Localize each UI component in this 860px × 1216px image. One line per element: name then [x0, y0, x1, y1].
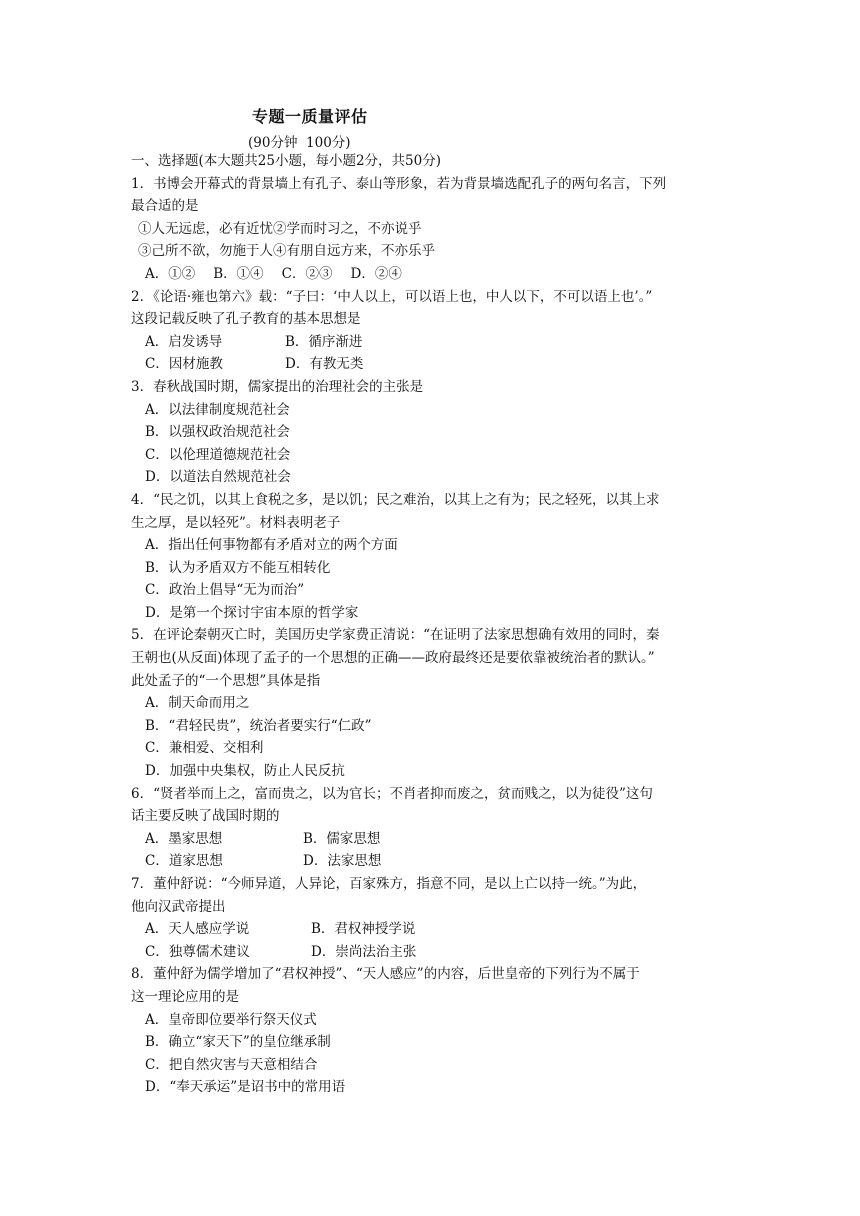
question-stem: 3．春秋战国时期，儒家提出的治理社会的主张是	[131, 378, 424, 395]
option-row	[131, 353, 741, 376]
question-7	[131, 873, 741, 963]
question-stem: 最合适的是	[131, 198, 199, 215]
option-d: D．以道法自然规范社会	[145, 469, 291, 486]
question-stem: 5．在评论秦朝灭亡时，美国历史学家费正清说：“在证明了法家思想确有效用的同时，秦	[131, 627, 660, 644]
question-stem: 7．董仲舒说：“今师异道，人异论，百家殊方，指意不同，是以上亡以持一统。”为此，	[131, 876, 647, 892]
option-b: B．认为矛盾双方不能互相转化	[145, 559, 331, 576]
option-row	[131, 941, 741, 964]
question-6	[131, 783, 741, 873]
question-stem: 4．“民之饥，以其上食税之多，是以饥；民之难治，以其上之有为；民之轻死，以其上求	[131, 491, 660, 508]
option-b: B．以强权政治规范社会	[145, 424, 290, 441]
option-a: A．指出任何事物都有矛盾对立的两个方面	[145, 537, 398, 554]
question-stem: 6．“贤者举而上之，富而贵之，以为官长；不肖者抑而废之，贫而贱之，以为徒役”这句	[131, 785, 653, 802]
page-subtitle: (90分钟 100分)	[248, 135, 351, 151]
option-b: B．确立“家天下”的皇位继承制	[145, 1034, 331, 1051]
option-b: B．循序渐进	[285, 333, 363, 350]
option-d: D．有教无类	[285, 356, 364, 373]
option-b: B．①④	[213, 265, 264, 282]
question-stem: 这段记载反映了孔子教育的基本思想是	[131, 311, 361, 328]
statement-line: ①人无远虑，必有近忧②学而时习之，不亦说乎	[138, 220, 422, 237]
exam-content	[131, 150, 741, 1099]
option-b: B．“君轻民贵”，统治者要实行“仁政”	[145, 717, 372, 734]
statement-line: ③己所不欲，勿施于人④有朋自远方来，不亦乐乎	[138, 243, 435, 260]
option-a: A．天人感应学说	[145, 921, 250, 938]
question-stem: 生之厚，是以轻死”。材料表明老子	[131, 514, 341, 531]
question-stem: 2．《论语·雍也第六》载：“子曰：‘中人以上，可以语上也，中人以下，不可以语上也’。”	[131, 288, 653, 305]
option-c: C．把自然灾害与天意相结合	[145, 1056, 318, 1073]
question-1	[131, 173, 741, 286]
question-stem: 话主要反映了战国时期的	[131, 808, 280, 825]
option-b: B．君权神授学说	[311, 921, 416, 938]
option-d: D．“奉天承运”是诏书中的常用语	[145, 1079, 346, 1096]
option-c: C．道家思想	[145, 853, 223, 870]
question-stem: 他向汉武帝提出	[131, 898, 226, 915]
question-stem: 王朝也(从反面)体现了孟子的一个思想的正确——政府最终还是要依靠被统治者的默认。”	[131, 650, 655, 667]
option-a: A．皇帝即位要举行祭天仪式	[145, 1011, 317, 1028]
option-c: C．兼相爱、交相利	[145, 740, 264, 757]
option-c: C．独尊儒术建议	[145, 943, 250, 960]
question-stem: 这一理论应用的是	[131, 988, 239, 1005]
option-d: D．②④	[350, 265, 402, 282]
option-row	[131, 850, 741, 873]
option-row	[131, 918, 741, 941]
page-title: 专题一质量评估	[252, 107, 368, 126]
option-c: C．政治上倡导“无为而治”	[145, 582, 305, 599]
option-a: A．①②	[145, 265, 196, 282]
question-8	[131, 963, 741, 1099]
question-4	[131, 489, 741, 625]
option-d: D．崇尚法治主张	[311, 943, 417, 960]
option-c: C．因材施教	[145, 356, 223, 373]
option-d: D．法家思想	[303, 853, 382, 870]
option-a: A．以法律制度规范社会	[145, 401, 290, 418]
option-a: A．墨家思想	[145, 830, 223, 847]
option-c: C．以伦理道德规范社会	[145, 446, 291, 463]
option-d: D．是第一个探讨宇宙本原的哲学家	[145, 604, 359, 621]
option-c: C．②③	[281, 265, 333, 282]
question-stem: 1．书博会开幕式的背景墙上有孔子、泰山等形象，若为背景墙选配孔子的两句名言，下列	[131, 175, 667, 192]
option-d: D．加强中央集权，防止人民反抗	[145, 763, 345, 780]
question-stem: 此处孟子的“一个思想”具体是指	[131, 672, 321, 689]
option-row	[131, 828, 741, 851]
option-a: A．制天命而用之	[145, 695, 250, 712]
section-heading: 一、选择题(本大题共25小题，每小题2分，共50分)	[131, 153, 441, 169]
option-row	[131, 331, 741, 354]
option-row	[131, 263, 741, 286]
question-2	[131, 286, 741, 376]
question-3	[131, 376, 741, 489]
option-b: B．儒家思想	[303, 830, 381, 847]
option-a: A．启发诱导	[145, 333, 223, 350]
question-stem: 8．董仲舒为儒学增加了“君权神授”、“天人感应”的内容，后世皇帝的下列行为不属于	[131, 966, 640, 983]
question-5	[131, 624, 741, 782]
